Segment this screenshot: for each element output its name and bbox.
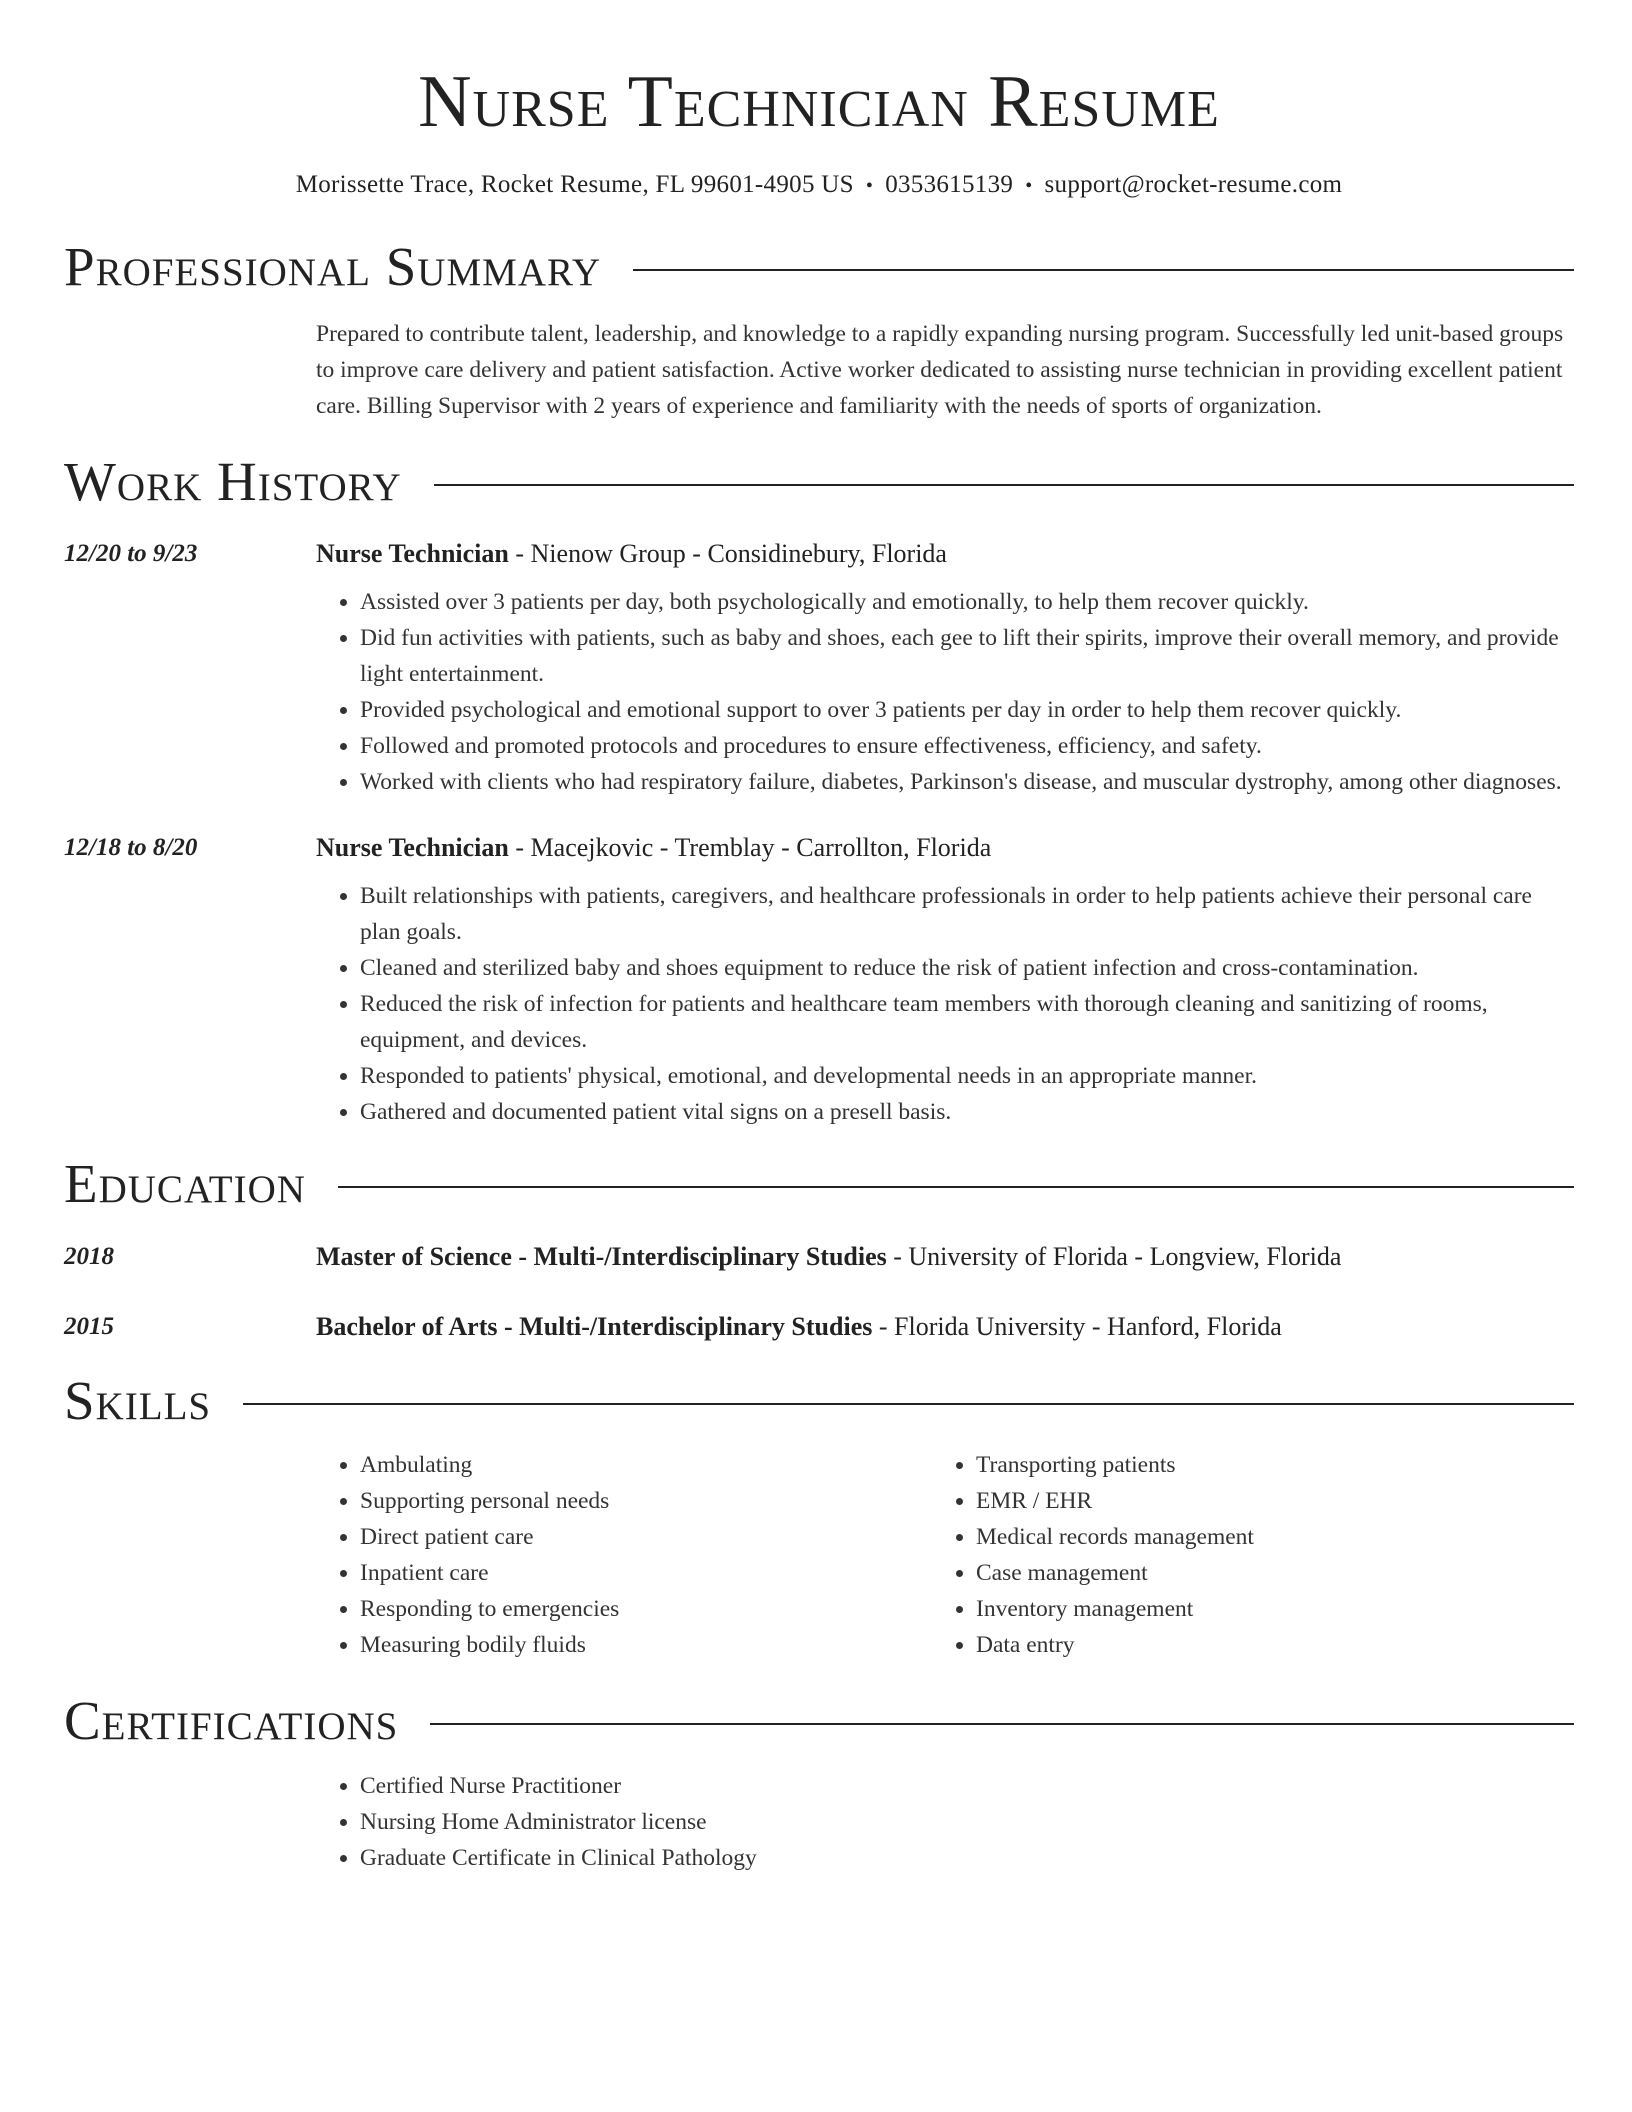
education-line [316,1307,1574,1347]
education-row [64,1237,1574,1277]
contact-address: Morissette Trace, Rocket Resume, FL 99601-4905 US [295,171,854,199]
summary-section-header [64,237,1574,298]
job-header [64,534,1574,800]
resume-page [64,0,1574,1876]
list-item: • Did fun activities with patients, such as baby and shoes, each gee to lift their spirits, improve their overall memory, and provide light entertainment. [360,620,1574,692]
list-item: • Supporting personal needs [360,1483,932,1519]
list-item: • Transporting patients [976,1447,1548,1483]
job-header [64,828,1574,1130]
list-item: • Nursing Home Administrator license [360,1804,1574,1840]
summary-text: Prepared to contribute talent, leadership, and knowledge to a rapidly expanding nursing program. Successfully led unit-based groups to improve care delivery and patient satisfaction. Active worker dedicated to assisting nurse technician in providing excellent patient care. Billing Supervisor with 2 years of experience and familiarity with the needs of sports of organization. [316,320,1564,419]
list-item: • Reduced the risk of infection for patients and healthcare team members with thorough cleaning and sanitizing of rooms, equipment, and devices. [360,986,1574,1058]
list-item: • Built relationships with patients, caregivers, and healthcare professionals in order to help patients achieve their personal care plan goals. [360,878,1574,950]
education-section-title: Education [64,1153,306,1215]
list-item: • Inpatient care [360,1555,932,1591]
certifications-items [316,1768,1574,1876]
education-section-header [64,1154,1574,1215]
job-bullets [316,878,1574,1130]
contact-separator: • [865,175,874,198]
list-item: • Direct patient care [360,1519,932,1555]
skills-section-title: Skills [64,1369,212,1431]
education-date: 2018 [64,1242,114,1270]
education-degree: Master of Science - Multi-/Interdisciplinary Studies [316,1241,887,1271]
list-item: • Responding to emergencies [360,1591,932,1627]
education-line [316,1237,1574,1277]
job-title-line [316,828,1574,868]
education-details: - University of Florida - Longview, Florida [886,1241,1342,1271]
education-degree: Bachelor of Arts - Multi-/Interdisciplinary Studies [316,1311,873,1341]
job-details: - Nienow Group - Considinebury, Florida [508,539,947,569]
section-divider [633,269,1574,271]
section-divider [430,1723,1574,1725]
education-entry [64,1307,1574,1347]
skills-list [316,1447,1574,1663]
job-details: - Macejkovic - Tremblay - Carrollton, Florida [508,833,992,863]
job-role: Nurse Technician [316,539,509,569]
list-item: • Case management [976,1555,1548,1591]
list-item: • Certified Nurse Practitioner [360,1768,1574,1804]
list-item: • Inventory management [976,1591,1548,1627]
work-section-header [64,452,1574,513]
skills-section-header [64,1371,1574,1432]
list-item: • Cleaned and sterilized baby and shoes equipment to reduce the risk of patient infection and cross-contamination. [360,950,1574,986]
job-body [316,828,1574,1130]
job-date: 12/18 to 8/20 [64,834,198,862]
education-entry [64,1237,1574,1277]
certifications-section-title: Certifications [64,1690,399,1752]
work-section-title: Work History [64,450,402,512]
resume-title: Nurse Technician Resume [418,61,1220,143]
skills-column-right [932,1447,1548,1663]
job-entry [64,534,1574,800]
contact-email: support@rocket-resume.com [1044,171,1343,199]
list-item: • Provided psychological and emotional support to over 3 patients per day in order to help them recover quickly. [360,692,1574,728]
skills-column-left [316,1447,932,1663]
list-item: • Medical records management [976,1519,1548,1555]
list-item: • Responded to patients' physical, emotional, and developmental needs in an appropriate manner. [360,1058,1574,1094]
list-item: • Graduate Certificate in Clinical Pathology [360,1840,1574,1876]
job-entry [64,828,1574,1130]
section-divider [338,1186,1574,1188]
education-date: 2015 [64,1312,114,1340]
education-body [316,1237,1574,1277]
job-role: Nurse Technician [316,833,509,863]
section-divider [243,1403,1574,1405]
job-bullets [316,584,1574,800]
education-details: - Florida University - Hanford, Florida [872,1311,1282,1341]
contact-phone: 0353615139 [885,171,1014,199]
list-item: • EMR / EHR [976,1483,1548,1519]
list-item: • Measuring bodily fluids [360,1627,932,1663]
summary-section-title: Professional Summary [64,236,602,298]
list-item: • Ambulating [360,1447,932,1483]
education-row [64,1307,1574,1347]
list-item: • Worked with clients who had respiratory failure, diabetes, Parkinson's disease, and muscular dystrophy, among other diagnoses. [360,764,1574,800]
job-body [316,534,1574,800]
contact-separator: • [1025,175,1033,198]
contact-line [64,171,1574,199]
list-item: • Assisted over 3 patients per day, both psychologically and emotionally, to help them recover quickly. [360,584,1574,620]
list-item: • Followed and promoted protocols and procedures to ensure effectiveness, efficiency, and safety. [360,728,1574,764]
job-title-line [316,534,1574,574]
list-item: • Gathered and documented patient vital signs on a presell basis. [360,1094,1574,1130]
certifications-section-header [64,1691,1574,1752]
list-item: • Data entry [976,1627,1548,1663]
job-date: 12/20 to 9/23 [64,540,198,568]
section-divider [434,484,1574,486]
certifications-list [316,1768,1574,1876]
education-body [316,1307,1574,1347]
